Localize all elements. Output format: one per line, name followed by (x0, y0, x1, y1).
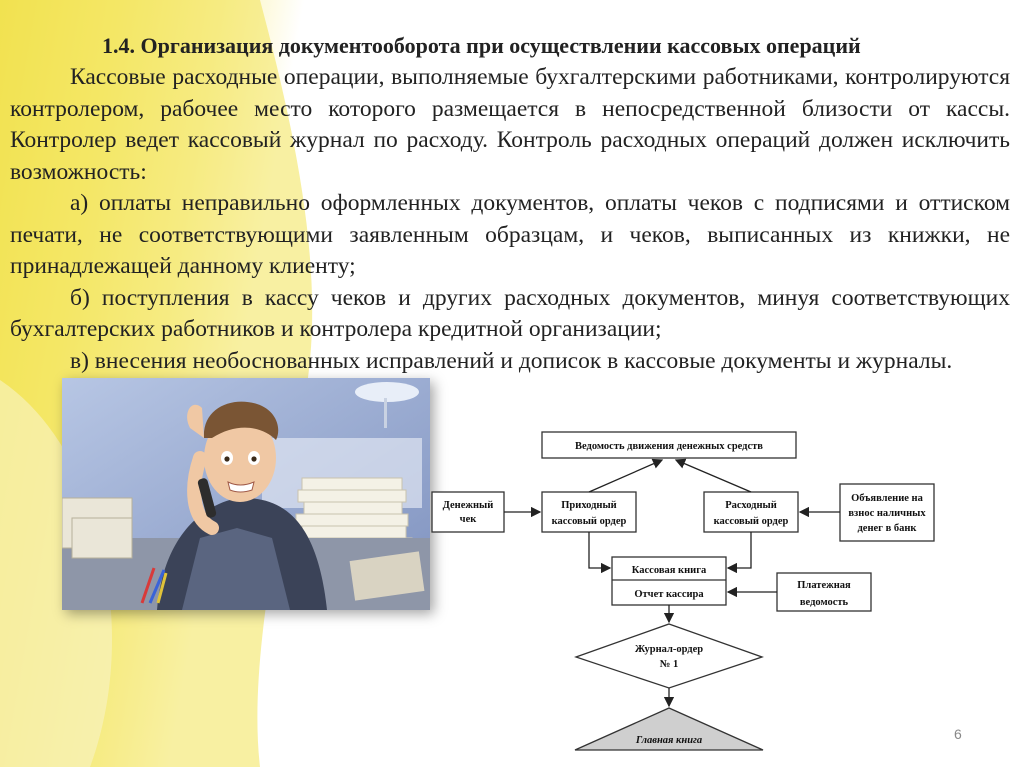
payroll-box (777, 573, 871, 611)
document-flow-diagram (430, 425, 950, 757)
page-number: 6 (954, 726, 962, 742)
svg-text:Главная книга: Главная книга (635, 735, 703, 746)
slide-title: 1.4. Организация документооборота при осуществлении кассовых операций (102, 33, 861, 58)
svg-text:Приходный: Приходный (561, 500, 617, 511)
cash-book-box (612, 557, 726, 605)
journal-order-diamond (576, 624, 762, 688)
svg-text:Отчет кассира: Отчет кассира (634, 589, 704, 600)
incoming-order-box (542, 492, 636, 532)
paragraph-b: б) поступления в кассу чеков и других расходных документов, минуя соответствующих бухгалтерских работников и контролера кредитной организации; (10, 284, 1010, 342)
outgoing-order-box (704, 492, 798, 532)
svg-text:Кассовая книга: Кассовая книга (631, 565, 707, 576)
svg-text:Журнал-ордер: Журнал-ордер (634, 644, 704, 655)
svg-text:Объявление на: Объявление на (851, 493, 923, 504)
office-worker-photo (62, 378, 430, 610)
svg-text:ведомость: ведомость (799, 597, 849, 608)
svg-text:Денежный: Денежный (442, 500, 494, 511)
paragraph-intro: Кассовые расходные операции, выполняемые бухгалтерскими работниками, контролируются контролером, рабочее место которого размещается в непосредственной близости от кассы. Контролер ведет кассовый журнал по расходу. Контроль расходных операций должен исключить возможность: (10, 64, 1010, 185)
cash-deposit-notice-box (840, 484, 934, 541)
svg-text:денег в банк: денег в банк (857, 523, 917, 534)
svg-text:кассовый ордер: кассовый ордер (713, 516, 789, 527)
paragraph-a: а) оплаты неправильно оформленных документов, оплаты чеков с подписями и оттиском печати, не соответствующими заявленным образцам, и чеков, выписанных из книжки, не принадлежащей данному клиенту; (10, 190, 1010, 279)
paragraph-c: в) внесения необоснованных исправлений и дописок в кассовые документы и журналы. (70, 347, 953, 374)
svg-text:Ведомость движения денежных ср: Ведомость движения денежных средств (575, 441, 763, 452)
svg-text:Платежная: Платежная (797, 580, 851, 591)
top-box (542, 432, 796, 458)
svg-text:чек: чек (459, 514, 477, 525)
svg-text:Расходный: Расходный (725, 500, 777, 511)
slide-text (10, 30, 1010, 377)
svg-text:№ 1: № 1 (659, 659, 679, 670)
general-ledger-triangle (575, 708, 763, 750)
cash-check-box (432, 492, 504, 532)
svg-text:кассовый ордер: кассовый ордер (551, 516, 627, 527)
svg-text:взнос наличных: взнос наличных (848, 508, 926, 519)
